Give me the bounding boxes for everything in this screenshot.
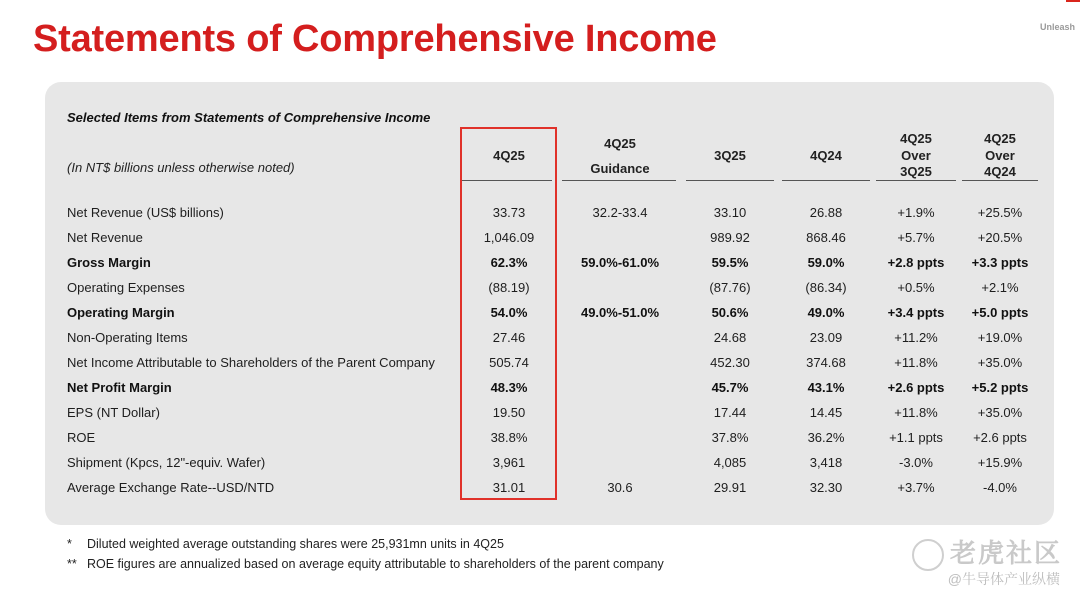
row-cell: 31.01 xyxy=(492,480,526,495)
row-cell: 32.30 xyxy=(809,480,843,495)
column-header-text: 4Q24 xyxy=(810,148,842,163)
row-cell: +2.1% xyxy=(981,280,1019,295)
column-header-text: 4Q25 xyxy=(493,148,525,163)
column-header-text: Guidance xyxy=(590,161,650,176)
column-header-text: 3Q25 xyxy=(714,148,746,163)
row-cell: 27.46 xyxy=(492,330,526,345)
row-cell: 45.7% xyxy=(711,380,749,395)
footnote-mark: ** xyxy=(67,557,77,571)
watermark-handle: @牛导体产业纵横 xyxy=(947,571,1060,587)
brand-text: Unleash xyxy=(1040,22,1076,32)
row-cell: +5.2 ppts xyxy=(971,380,1029,395)
row-cell: 32.2-33.4 xyxy=(592,205,648,220)
footnote-shares xyxy=(67,537,504,551)
row-cell: +3.7% xyxy=(897,480,935,495)
row-cell: 38.8% xyxy=(490,430,528,445)
row-label: Net Revenue (US$ billions) xyxy=(67,205,224,220)
row-cell: +20.5% xyxy=(977,230,1023,245)
column-header-underline xyxy=(782,180,870,181)
row-label: Non-Operating Items xyxy=(67,330,188,345)
row-label: ROE xyxy=(67,430,96,445)
row-cell: +1.9% xyxy=(897,205,935,220)
row-label: Net Revenue xyxy=(67,230,143,245)
row-cell: +1.1 ppts xyxy=(889,430,943,445)
column-header-text: 4Q25 xyxy=(604,136,636,151)
row-label: Net Income Attributable to Shareholders of the Parent Company xyxy=(67,355,435,370)
row-cell: 43.1% xyxy=(807,380,845,395)
footnote-roe xyxy=(67,557,664,571)
page-title: Statements of Comprehensive Income xyxy=(33,18,717,60)
row-label: Shipment (Kpcs, 12"-equiv. Wafer) xyxy=(67,455,266,470)
row-cell: 59.0% xyxy=(807,255,845,270)
row-label: EPS (NT Dollar) xyxy=(67,405,160,420)
row-label: Net Profit Margin xyxy=(67,380,172,395)
watermark-text: 老虎社区 xyxy=(949,537,1062,568)
row-cell: +11.8% xyxy=(894,355,938,370)
row-cell: 49.0% xyxy=(807,305,845,320)
row-cell: +19.0% xyxy=(977,330,1023,345)
row-cell: 49.0%-51.0% xyxy=(580,305,660,320)
column-header-text: Over xyxy=(901,148,931,163)
row-cell: 24.68 xyxy=(713,330,747,345)
row-cell: 50.6% xyxy=(711,305,749,320)
column-header-text: 3Q25 xyxy=(900,164,932,179)
row-cell: (88.19) xyxy=(488,280,530,295)
row-cell: 14.45 xyxy=(809,405,843,420)
row-cell: 62.3% xyxy=(490,255,528,270)
row-cell: 505.74 xyxy=(489,355,529,370)
column-header-text: 4Q25 xyxy=(900,131,932,146)
row-cell: 3,418 xyxy=(809,455,843,470)
row-cell: +2.6 ppts xyxy=(887,380,945,395)
row-cell: +35.0% xyxy=(977,405,1023,420)
column-header-underline xyxy=(962,180,1038,181)
row-cell: -4.0% xyxy=(983,480,1017,495)
footnote-text: Diluted weighted average outstanding shares were 25,931mn units in 4Q25 xyxy=(87,537,504,551)
row-cell: -3.0% xyxy=(899,455,933,470)
row-label: Average Exchange Rate--USD/NTD xyxy=(67,480,275,495)
row-cell: 374.68 xyxy=(806,355,846,370)
row-cell: +11.2% xyxy=(894,330,938,345)
row-cell: 26.88 xyxy=(809,205,843,220)
row-label: Gross Margin xyxy=(67,255,151,270)
row-cell: +35.0% xyxy=(977,355,1023,370)
row-cell: 868.46 xyxy=(806,230,846,245)
row-cell: 19.50 xyxy=(492,405,526,420)
row-cell: 4,085 xyxy=(713,455,747,470)
row-cell: 33.73 xyxy=(492,205,526,220)
unit-note: (In NT$ billions unless otherwise noted) xyxy=(67,160,295,175)
row-cell: 989.92 xyxy=(710,230,750,245)
row-cell: 452.30 xyxy=(710,355,750,370)
column-header-underline xyxy=(562,180,676,181)
row-cell: +15.9% xyxy=(977,455,1023,470)
row-cell: 59.5% xyxy=(711,255,749,270)
current-quarter-highlight xyxy=(460,127,557,500)
row-cell: +5.7% xyxy=(897,230,935,245)
row-cell: 3,961 xyxy=(492,455,526,470)
row-cell: 37.8% xyxy=(711,430,749,445)
row-cell: 1,046.09 xyxy=(483,230,535,245)
column-header-text: 4Q25 xyxy=(984,131,1016,146)
row-cell: 29.91 xyxy=(713,480,747,495)
row-cell: (87.76) xyxy=(709,280,751,295)
row-cell: +25.5% xyxy=(977,205,1023,220)
row-label: Operating Expenses xyxy=(67,280,185,295)
row-cell: 59.0%-61.0% xyxy=(580,255,660,270)
watermark-logo-icon xyxy=(912,539,944,571)
row-cell: 33.10 xyxy=(713,205,747,220)
brand-accent-mark xyxy=(1066,0,1080,8)
row-cell: (86.34) xyxy=(805,280,847,295)
footnote-text: ROE figures are annualized based on average equity attributable to shareholders of the parent company xyxy=(87,557,664,571)
row-cell: +3.3 ppts xyxy=(971,255,1029,270)
row-cell: 54.0% xyxy=(490,305,528,320)
row-cell: 48.3% xyxy=(490,380,528,395)
row-cell: 30.6 xyxy=(607,480,633,495)
row-cell: 23.09 xyxy=(809,330,843,345)
row-label: Operating Margin xyxy=(67,305,175,320)
row-cell: +0.5% xyxy=(897,280,935,295)
table-caption: Selected Items from Statements of Comprehensive Income xyxy=(67,110,431,125)
row-cell: 36.2% xyxy=(807,430,845,445)
column-header-underline xyxy=(876,180,956,181)
row-cell: +2.6 ppts xyxy=(973,430,1027,445)
column-header-text: Over xyxy=(985,148,1015,163)
row-cell: 17.44 xyxy=(713,405,747,420)
row-cell: +5.0 ppts xyxy=(971,305,1029,320)
column-header-underline xyxy=(686,180,774,181)
row-cell: +3.4 ppts xyxy=(887,305,945,320)
row-cell: +2.8 ppts xyxy=(887,255,945,270)
watermark xyxy=(912,533,1062,571)
column-header-text: 4Q24 xyxy=(984,164,1016,179)
footnote-mark: * xyxy=(67,537,72,551)
row-cell: +11.8% xyxy=(894,405,938,420)
